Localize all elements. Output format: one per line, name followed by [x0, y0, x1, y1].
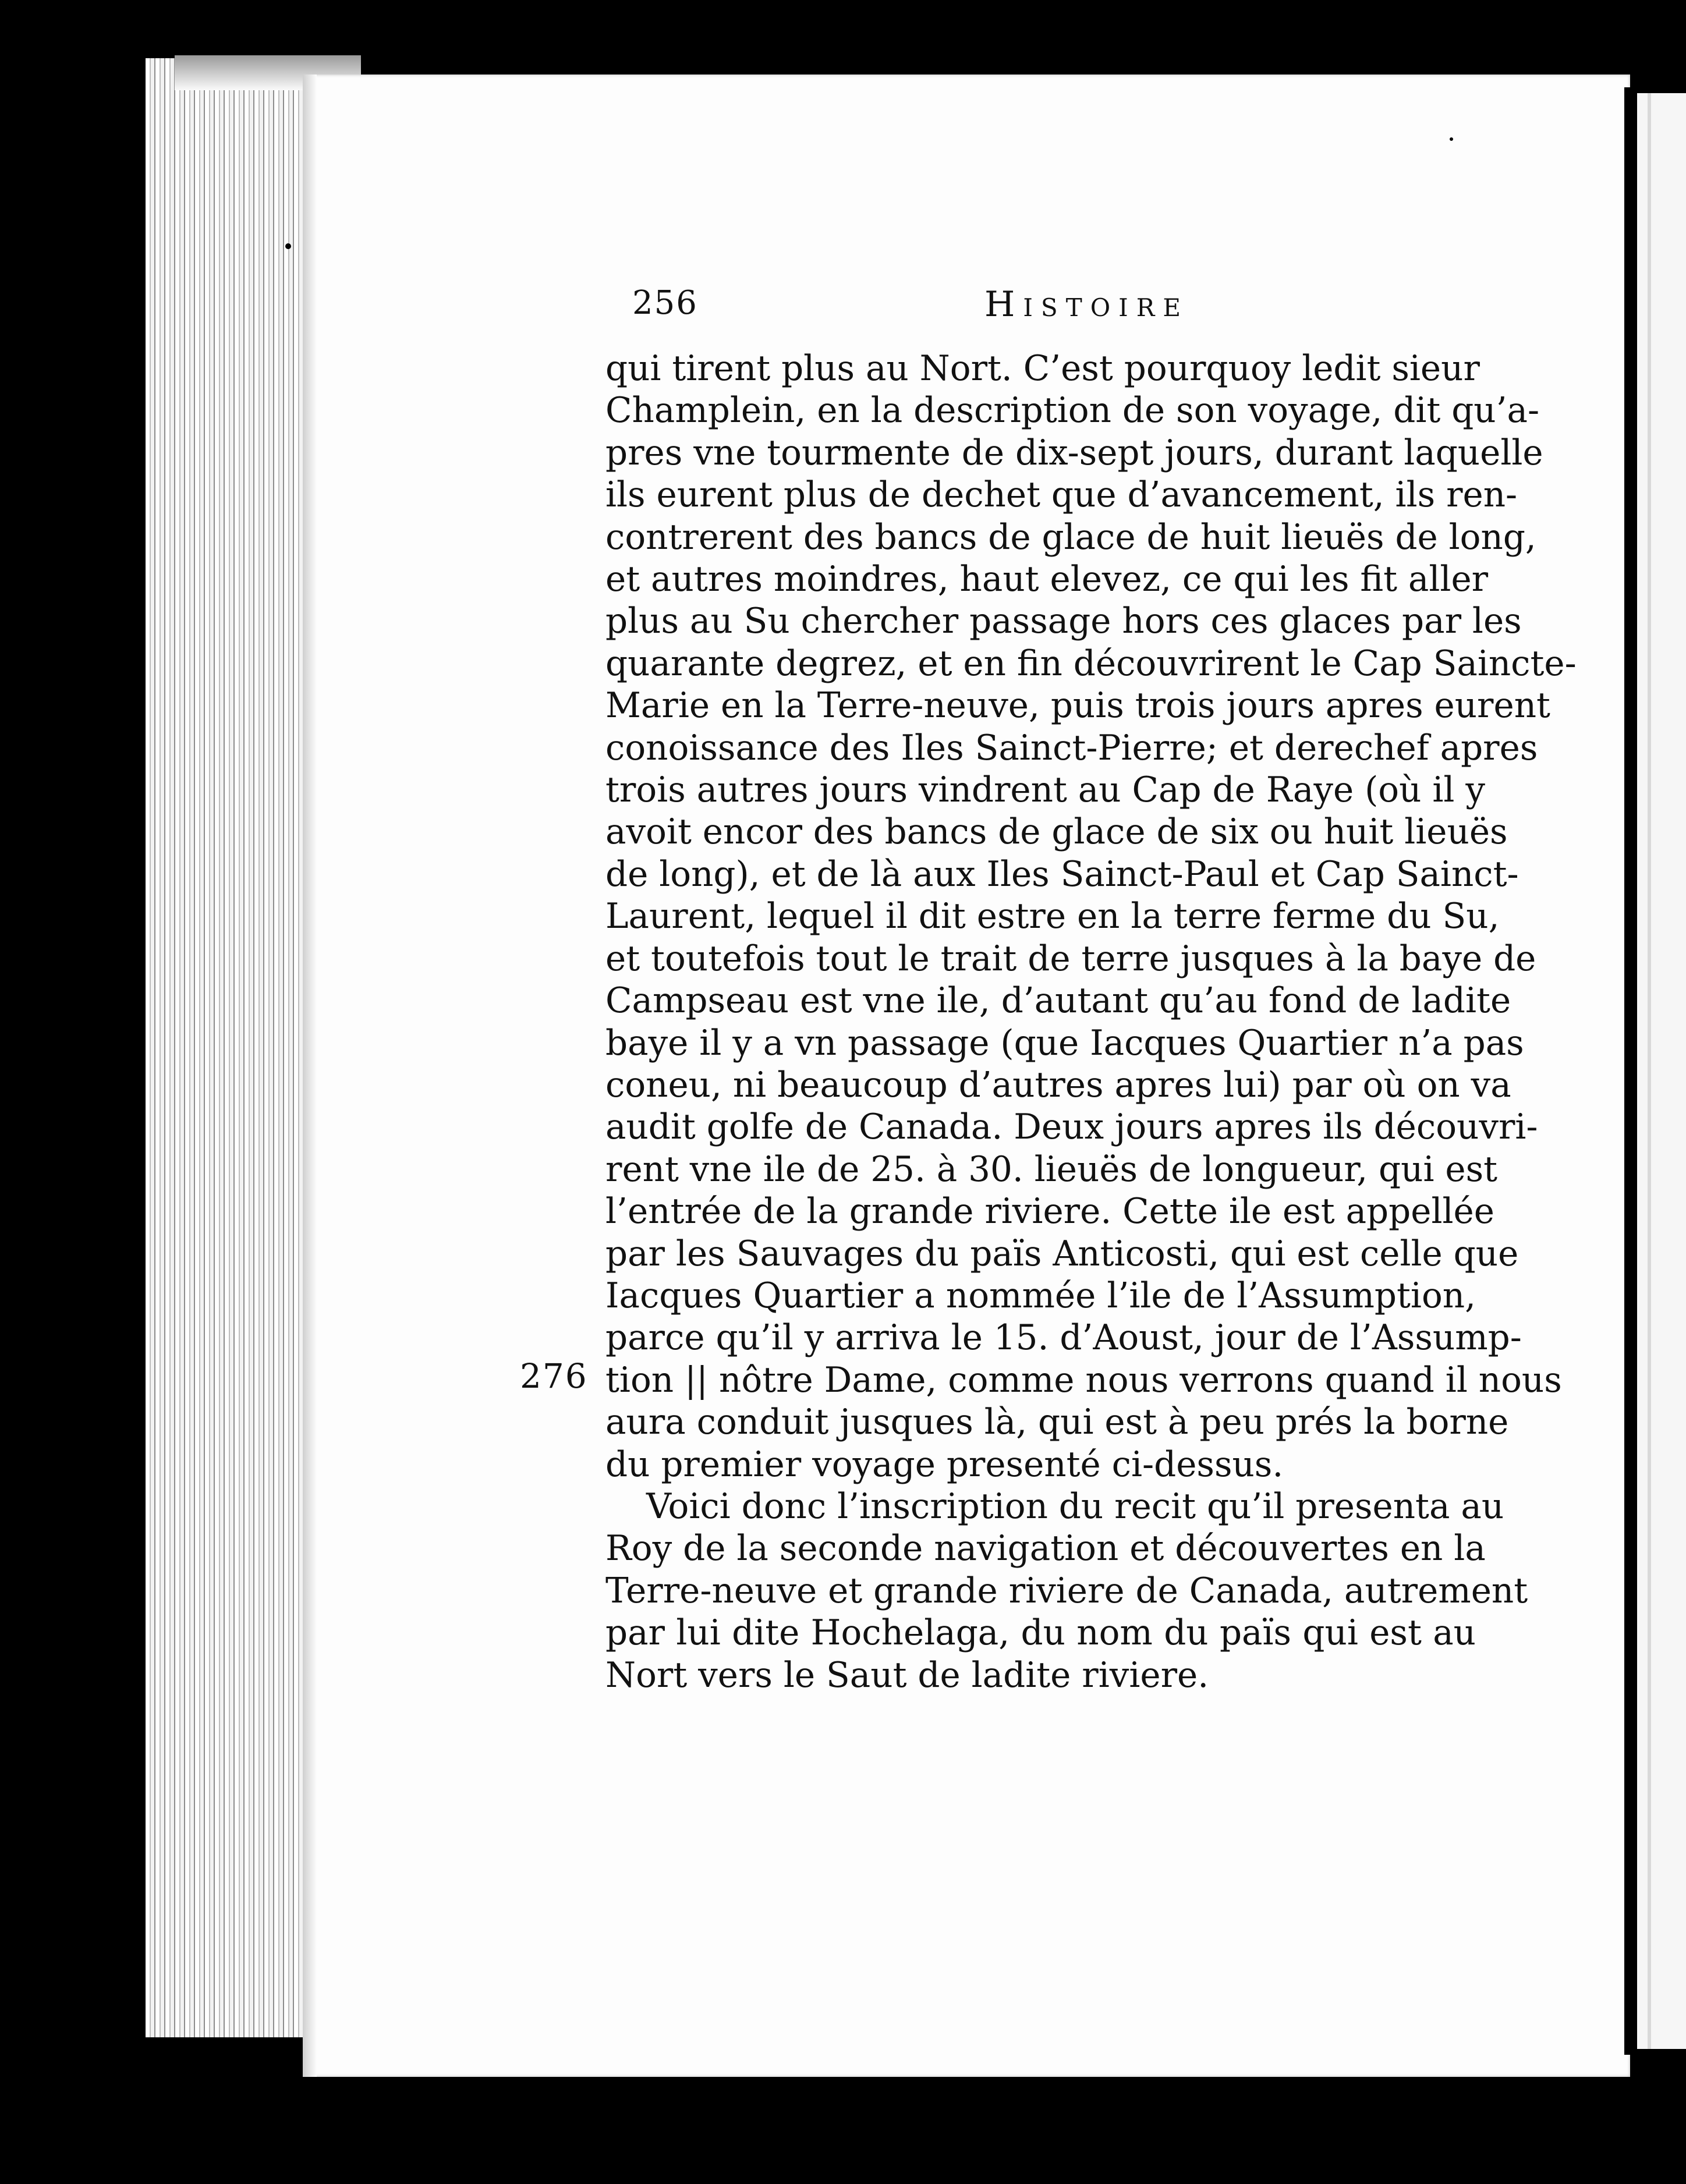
text-line: ils eurent plus de dechet que d’avancement, ils ren-	[605, 475, 1518, 516]
margin-page-reference: 276	[520, 1356, 588, 1396]
text-line: et toutefois tout le trait de terre jusques à la baye de	[605, 938, 1536, 979]
text-line: qui tirent plus au Nort. C’est pourquoy ledit sieur	[605, 349, 1480, 389]
text-line: Terre-neuve et grande riviere de Canada, autrement	[605, 1570, 1528, 1611]
text-line: baye il y a vn passage (que Iacques Quartier n’a pas	[605, 1023, 1524, 1063]
text-line: audit golfe de Canada. Deux jours apres ils découvri-	[605, 1107, 1538, 1148]
page-gutter-shade	[303, 75, 317, 2077]
text-line: rent vne ile de 25. à 30. lieuës de longueur, qui est	[605, 1149, 1498, 1190]
text-line: tion || nôtre Dame, comme nous verrons quand il nous	[605, 1360, 1562, 1401]
text-line: trois autres jours vindrent au Cap de Raye (où il y	[605, 770, 1485, 811]
text-line: plus au Su chercher passage hors ces glaces par les	[605, 601, 1522, 642]
body-text	[605, 348, 1577, 1697]
text-line: quarante degrez, et en fin découvrirent le Cap Saincte-	[605, 643, 1577, 684]
text-line: contrerent des bancs de glace de huit lieuës de long,	[605, 517, 1536, 558]
scan-speck	[1450, 137, 1453, 141]
text-line: par les Sauvages du païs Anticosti, qui est celle que	[605, 1233, 1519, 1274]
text-line: Marie en la Terre-neuve, puis trois jours apres eurent	[605, 686, 1550, 726]
page-header-title: Histoire	[984, 284, 1189, 325]
page-number: 256	[632, 284, 698, 322]
paragraph-2	[605, 1486, 1528, 1697]
text-line: avoit encor des bancs de glace de six ou huit lieuës	[605, 812, 1508, 853]
text-line: coneu, ni beaucoup d’autres apres lui) par où on va	[605, 1065, 1511, 1105]
scan-speck	[593, 2119, 596, 2122]
text-line: l’entrée de la grande riviere. Cette ile est appellée	[605, 1192, 1494, 1232]
text-line: Champlein, en la description de son voyage, dit qu’a-	[605, 391, 1540, 431]
scan-speck	[285, 243, 291, 249]
facing-page-edge	[1637, 93, 1686, 2049]
text-line: parce qu’il y arriva le 15. d’Aoust, jour de l’Assump-	[605, 1318, 1522, 1359]
text-line: Roy de la seconde navigation et découvertes en la	[605, 1529, 1486, 1569]
right-gutter	[1624, 87, 1637, 2055]
text-line: Campseau est vne ile, d’autant qu’au fond de ladite	[605, 981, 1511, 1022]
text-line: par lui dite Hochelaga, du nom du païs qui est au	[605, 1613, 1476, 1654]
text-line: Voici donc l’inscription du recit qu’il presenta au	[646, 1486, 1504, 1527]
book-page-edges	[146, 58, 320, 2037]
text-line: conoissance des Iles Sainct-Pierre; et derechef apres	[605, 728, 1538, 768]
text-line: aura conduit jusques là, qui est à peu prés la borne	[605, 1402, 1509, 1443]
text-line: pres vne tourmente de dix-sept jours, durant laquelle	[605, 432, 1543, 473]
text-line: Laurent, lequel il dit estre en la terre ferme du Su,	[605, 896, 1500, 937]
text-line: et autres moindres, haut elevez, ce qui les fit aller	[605, 559, 1489, 600]
text-line: du premier voyage presenté ci-dessus.	[605, 1444, 1284, 1485]
text-line: Nort vers le Saut de ladite riviere.	[605, 1655, 1209, 1696]
text-line: Iacques Quartier a nommée l’ile de l’Assumption,	[605, 1275, 1476, 1316]
facing-page-edge-line	[1648, 93, 1651, 2049]
paragraph-1	[605, 348, 1577, 1486]
text-line: de long), et de là aux Iles Sainct-Paul et Cap Sainct-	[605, 854, 1519, 895]
